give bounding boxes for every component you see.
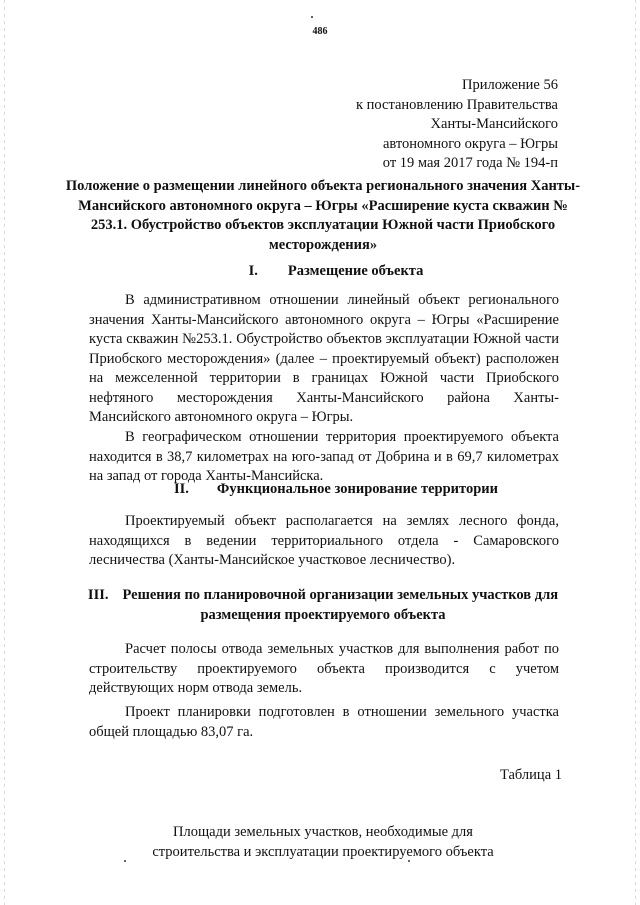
scan-speck — [311, 16, 313, 18]
section-number: II. — [174, 481, 189, 497]
paragraph: Проектируемый объект располагается на землях лесного фонда, находящихся в ведении территориального отдела - Самаровского лесничества (Ханты-Мансийское участковое лесничество). — [89, 513, 559, 568]
section-heading-1 — [86, 262, 586, 282]
section-heading-2 — [86, 480, 586, 500]
section-title: Функциональное зонирование территории — [216, 481, 498, 497]
scan-speck — [124, 860, 126, 862]
document-title: Положение о размещении линейного объекта регионального значения Ханты-Мансийского автономного округа – Югры «Расширение куста скважин № 253.1. Обустройство объектов эксплуатации Южной части Приобского месторождения» — [65, 178, 581, 253]
table-caption-line: Площади земельных участков, необходимые для — [173, 824, 473, 840]
section-title-line: размещения проектируемого объекта — [200, 606, 446, 623]
appendix-reference — [356, 76, 558, 174]
paragraph: Проект планировки подготовлен в отношении земельного участка общей площадью 83,07 га. — [89, 704, 559, 740]
scan-speck — [408, 860, 410, 862]
scan-edge-right — [635, 0, 636, 905]
paragraph: Расчет полосы отвода земельных участков для выполнения работ по строительству проектируемого объекта производится с учетом действующих норм отвода земель. — [89, 641, 559, 696]
appendix-line: Ханты-Мансийского — [430, 116, 558, 132]
appendix-line: автономного округа – Югры — [382, 135, 558, 152]
table-caption — [60, 823, 586, 862]
paragraph: В административном отношении линейный объект регионального значения Ханты-Мансийского автономного округа – Югры «Расширение куста скважин №253.1. Обустройство объектов эксплуатации Южной части Приобского месторождения» (далее – проектируемый объект) расположен на межселенной территории в границах Южной части Приобского нефтяного месторождения Ханты-Мансийского района Ханты-Мансийского автономного округа – Югры. — [89, 292, 559, 425]
table-caption-line: строительства и эксплуатации проектируемого объекта — [152, 843, 494, 860]
section-title: Размещение объекта — [287, 263, 424, 279]
section-heading-3 — [60, 586, 586, 625]
section-number: III. — [87, 587, 109, 603]
scan-edge-left — [4, 0, 5, 905]
section-title-line: Решения по планировочной организации земельных участков для — [122, 587, 559, 603]
appendix-line: Приложение 56 — [462, 77, 558, 93]
page-number: 486 — [312, 26, 328, 37]
appendix-line: от 19 мая 2017 года № 194-п — [382, 155, 558, 171]
appendix-line: к постановлению Правительства — [356, 96, 558, 113]
table-label: Таблица 1 — [499, 767, 562, 783]
section-number: I. — [248, 263, 258, 279]
paragraph: В географическом отношении территория проектируемого объекта находится в 38,7 километрах на юго-запад от Добрина и в 69,7 километрах на запад от города Ханты-Мансийска. — [89, 429, 559, 484]
